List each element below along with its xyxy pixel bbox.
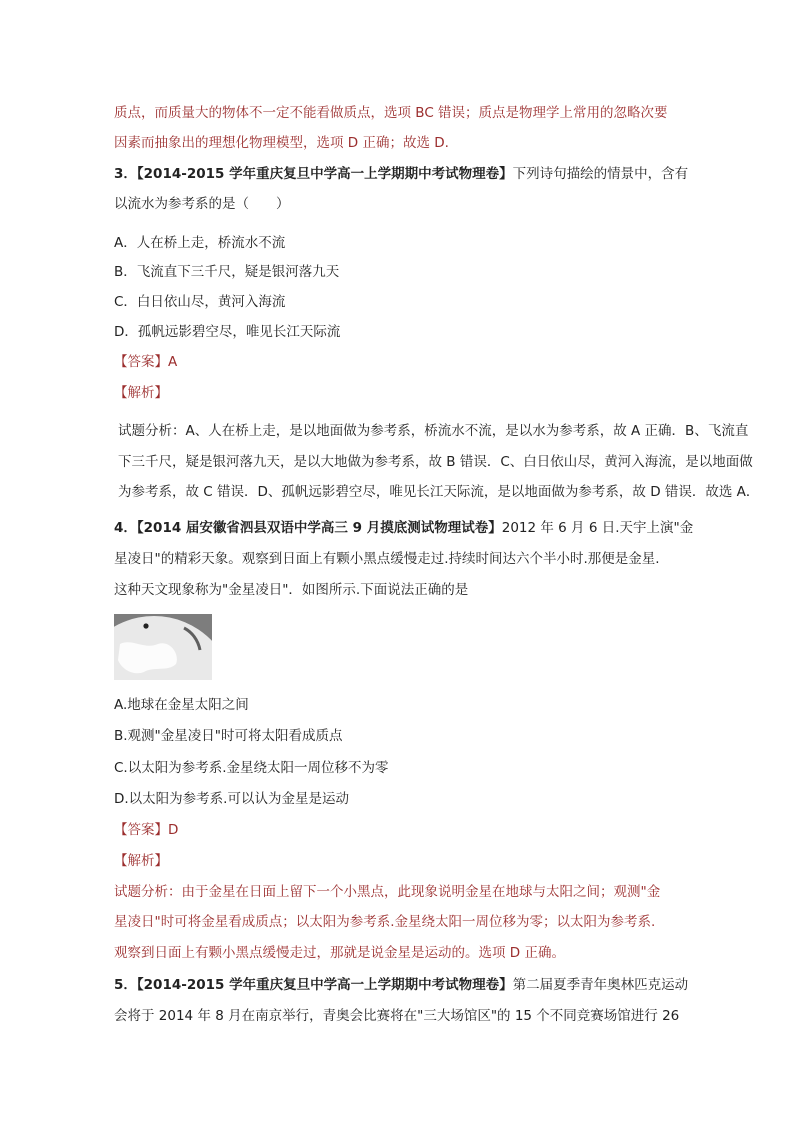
q3-stem-line2: 以流水为参考系的是（ ） bbox=[114, 196, 290, 212]
q4-option-a: A.地球在金星太阳之间 bbox=[114, 697, 249, 713]
q4-option-c: C.以太阳为参考系.金星绕太阳一周位移不为零 bbox=[114, 760, 389, 776]
q3-analysis-line-1: 试题分析：A、人在桥上走，是以地面做为参考系，桥流水不流，是以水为参考系，故 A 正确．B、飞流直 bbox=[118, 423, 749, 439]
q4-stem-line2: 星凌日"的精彩天象。观察到日面上有颗小黑点缓慢走过.持续时间达六个半小时.那便是金星. bbox=[114, 551, 660, 567]
q4-stem-part1: 2012 年 6 月 6 日.天宇上演"金 bbox=[501, 520, 694, 536]
q3-option-b: B．飞流直下三千尺，疑是银河落九天 bbox=[114, 264, 340, 280]
q5-heading bbox=[114, 975, 688, 995]
q3-source: 【2014-2015 学年重庆复旦中学高一上学期期中考试物理卷】 bbox=[136, 166, 513, 182]
q4-analysis-line-3: 观察到日面上有颗小黑点缓慢走过，那就是说金星是运动的。选项 D 正确。 bbox=[114, 945, 565, 961]
q5-stem-line2: 会将于 2014 年 8 月在南京举行，青奥会比赛将在"三大场馆区"的 15 个不同竞赛场馆进行 26 bbox=[114, 1008, 680, 1024]
q5-source: 【2014-2015 学年重庆复旦中学高一上学期期中考试物理卷】 bbox=[136, 977, 513, 993]
q3-analysis-label: 【解析】 bbox=[114, 385, 168, 401]
venus-transit-image bbox=[114, 614, 212, 680]
q5-number: 5． bbox=[114, 977, 137, 993]
q4-stem-line3: 这种天文现象称为"金星凌日"．如图所示.下面说法正确的是 bbox=[114, 582, 469, 598]
q4-analysis-line-1: 试题分析：由于金星在日面上留下一个小黑点，此现象说明金星在地球与太阳之间；观测"金 bbox=[114, 884, 661, 900]
q3-analysis-line-2: 下三千尺，疑是银河落九天，是以大地做为参考系，故 B 错误．C、白日依山尽，黄河入海流，是以地面做 bbox=[118, 454, 753, 470]
q4-heading bbox=[114, 518, 693, 538]
prev-analysis-line-1: 质点，而质量大的物体不一定不能看做质点，选项 BC 错误；质点是物理学上常用的忽略次要 bbox=[114, 105, 668, 121]
q3-analysis-line-3: 为参考系，故 C 错误．D、孤帆远影碧空尽，唯见长江天际流，是以地面做为参考系，故 D 错误．故选 A． bbox=[118, 484, 760, 500]
q3-number: 3． bbox=[114, 166, 137, 182]
q3-option-a: A．人在桥上走，桥流水不流 bbox=[114, 235, 286, 251]
q3-answer: 【答案】A bbox=[114, 354, 178, 370]
q5-stem-part1: 第二届夏季青年奥林匹克运动 bbox=[512, 977, 689, 993]
q3-stem-part1: 下列诗句描绘的情景中，含有 bbox=[512, 166, 689, 182]
venus-transit-figure bbox=[114, 614, 212, 680]
q4-answer: 【答案】D bbox=[114, 822, 179, 838]
q4-number: 4． bbox=[114, 520, 137, 536]
q3-option-c: C．白日依山尽，黄河入海流 bbox=[114, 294, 286, 310]
q3-option-d: D．孤帆远影碧空尽，唯见长江天际流 bbox=[114, 324, 341, 340]
prev-analysis-line-2: 因素而抽象出的理想化物理模型，选项 D 正确；故选 D. bbox=[114, 135, 449, 151]
q4-source: 【2014 届安徽省泗县双语中学高三 9 月摸底测试物理试卷】 bbox=[136, 520, 502, 536]
q4-option-b: B.观测"金星凌日"时可将太阳看成质点 bbox=[114, 728, 343, 744]
q4-option-d: D.以太阳为参考系.可以认为金星是运动 bbox=[114, 791, 349, 807]
q4-analysis-line-2: 星凌日"时可将金星看成质点；以太阳为参考系.金星绕太阳一周位移为零；以太阳为参考系. bbox=[114, 914, 656, 930]
q4-analysis-label: 【解析】 bbox=[114, 853, 168, 869]
q3-heading bbox=[114, 164, 688, 184]
